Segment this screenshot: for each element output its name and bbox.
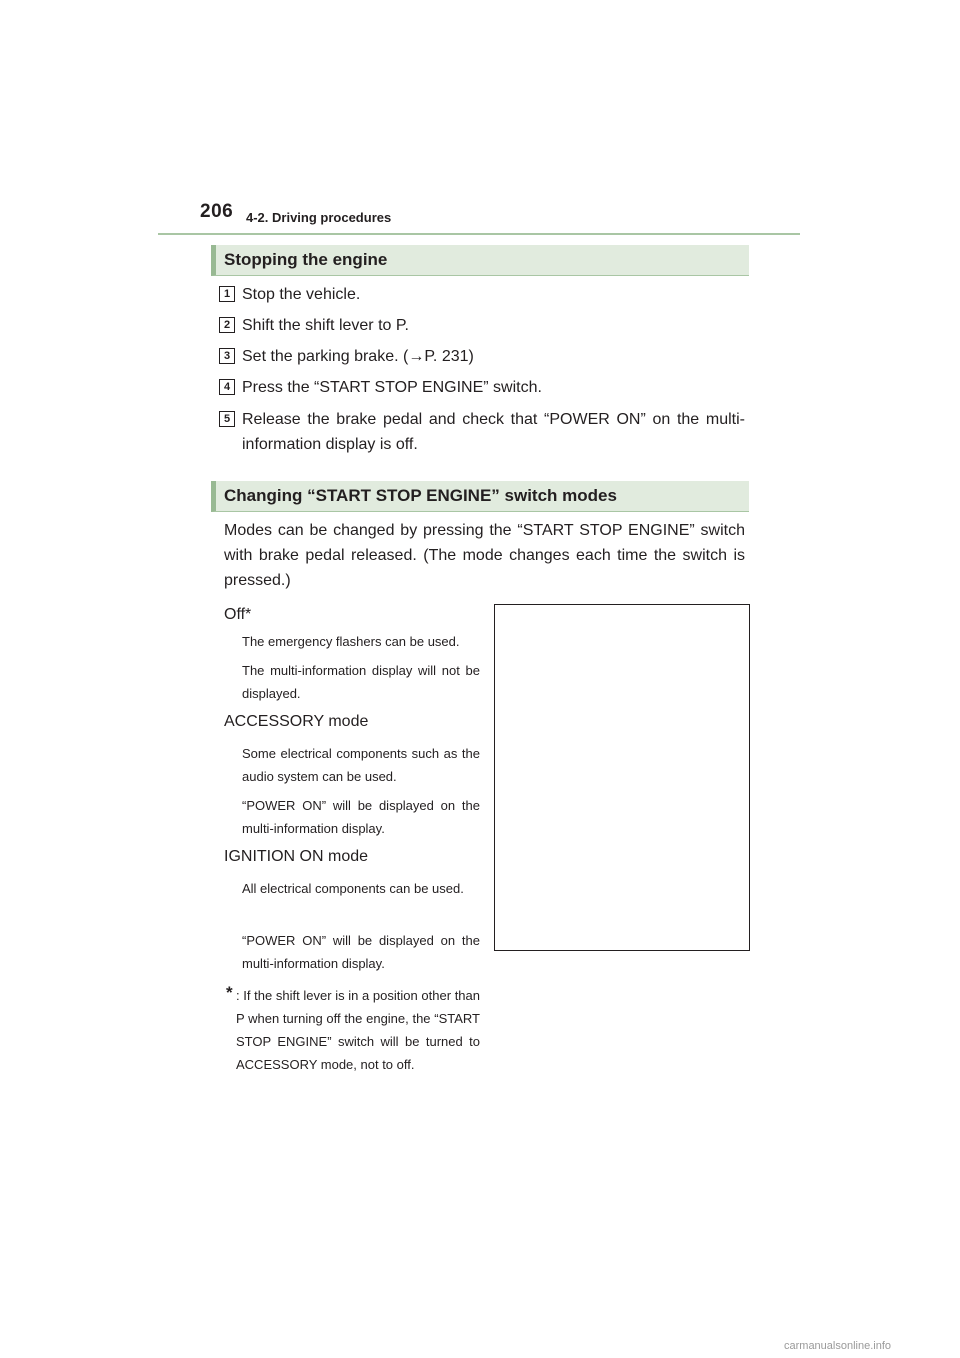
watermark: carmanualsonline.info [784, 1340, 892, 1352]
step-text: Release the brake pedal and check that “POWER ON” on the multi-information display is off. [242, 411, 745, 453]
mode-off-line-1: The emergency flashers can be used. [242, 634, 460, 649]
mode-ignition-line-2: “POWER ON” will be displayed on the multi-information display. [242, 933, 480, 971]
modes-intro-paragraph: Modes can be changed by pressing the “START STOP ENGINE” switch with brake pedal released. (The mode changes each time the switch is pressed.) [224, 522, 745, 589]
mode-accessory-line-1: Some electrical components such as the audio system can be used. [242, 746, 480, 784]
illustration-frame [494, 604, 750, 951]
mode-off-title: Off* [224, 606, 252, 623]
step-number-badge: 5 [219, 411, 235, 427]
step-text: Press the “START STOP ENGINE” switch. [242, 379, 542, 396]
mode-ignition-title: IGNITION ON mode [224, 848, 369, 865]
section-label: 4-2. Driving procedures [246, 210, 392, 225]
heading-stopping-engine: Stopping the engine [211, 245, 749, 276]
mode-accessory-line-2: “POWER ON” will be displayed on the multi-information display. [242, 798, 480, 836]
footnote-asterisk: * [226, 983, 233, 1002]
step-number-badge: 4 [219, 379, 235, 395]
mode-off-line-2: The multi-information display will not be displayed. [242, 663, 480, 701]
heading-switch-modes: Changing “START STOP ENGINE” switch modes [211, 481, 749, 512]
header-divider [158, 233, 800, 235]
footnote-text: : If the shift lever is in a position other than P when turning off the engine, the “START STOP ENGINE” switch will be turned to ACCESSORY mode, not to off. [236, 988, 480, 1072]
step-text: Stop the vehicle. [242, 286, 361, 303]
step-number-badge: 1 [219, 286, 235, 302]
step-text: Shift the shift lever to P. [242, 317, 409, 334]
step-text: Set the parking brake. (→P. 231) [242, 348, 474, 365]
mode-accessory-title: ACCESSORY mode [224, 713, 369, 730]
step-number-badge: 2 [219, 317, 235, 333]
mode-ignition-line-1: All electrical components can be used. [242, 881, 464, 896]
page-number: 206 [200, 201, 234, 222]
step-number-badge: 3 [219, 348, 235, 364]
